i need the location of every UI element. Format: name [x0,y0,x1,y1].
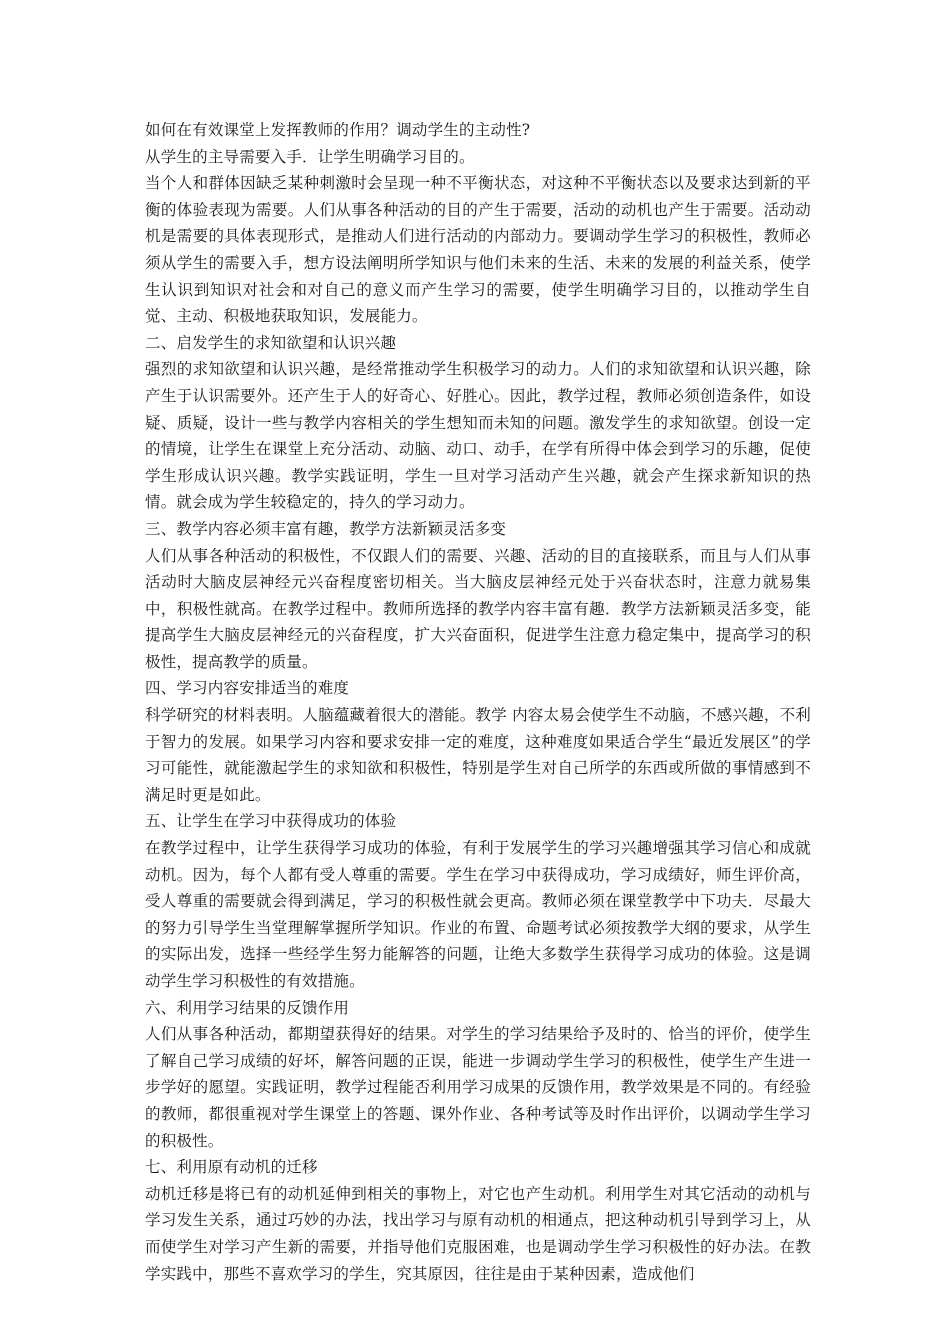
section-heading-4: 四、学习内容安排适当的难度 [145,679,350,698]
section-body-7: 动机迁移是将已有的动机延伸到相关的事物上，对它也产生动机。利用学生对其它活动的动机与学习发生关系，通过巧妙的办法，找出学习与原有动机的相通点，把这种动机引导到学习上，从而使学生对学习产生新的需要，并指导他们克服困难，也是调动学生学习积极性的好办法。在教学实践中，那些不喜欢学习的学生，究其原因，往往是由于某种因素，造成他们 [145,1184,811,1283]
document-title: 如何在有效课堂上发挥教师的作用？调动学生的主动性? [145,121,531,139]
section-body-6: 人们从事各种活动，都期望获得好的结果。对学生的学习结果给予及时的、恰当的评价，使学生了解自己学习成绩的好坏，解答问题的正误，能进一步调动学生学习的积极性，使学生产生进一步学好的愿望。实践证明，教学过程能否利用学习成果的反馈作用，教学效果是不同的。有经验的教师，都很重视对学生课堂上的答题、课外作业、各种考试等及时作出评价，以调动学生学习的积极性。 [145,1025,811,1150]
section-body-5: 在教学过程中，让学生获得学习成功的体验，有利于发展学生的学习兴趣增强其学习信心和成就动机。因为，每个人都有受人尊重的需要。学生在学习中获得成功，学习成绩好，师生评价高，受人尊重的需要就会得到满足，学习的积极性就会更高。教师必须在课堂教学中下功夫．尽最大的努力引导学生当堂理解掌握所学知识。作业的布置、命题考试必须按教学大纲的要求，从学生的实际出发，选择一些经学生努力能解答的问题，让绝大多数学生获得学习成功的体验。这是调动学生学习积极性的有效措施。 [145,839,811,990]
section-heading-7: 七、利用原有动机的迁移 [145,1158,318,1177]
section-heading-5: 五、让学生在学习中获得成功的体验 [145,812,397,831]
section-heading-2: 二、启发学生的求知欲望和认识兴趣 [145,333,397,352]
section-body-4: 科学研究的材料表明。人脑蕴藏着很大的潜能。教学 内容太易会使学生不动脑，不感兴趣，不利于智力的发展。如果学习内容和要求安排一定的难度，这种难度如果适合学生“最近发展区”的学习可能性，就能激起学生的求知欲和积极性，特别是学生对自己所学的东西或所做的事情感到不满足时更是如此。 [145,706,811,804]
intro-paragraph: 当个人和群体因缺乏某种刺激时会呈现一种不平衡状态，对这种不平衡状态以及要求达到新的平衡的体验表现为需要。人们从事各种活动的目的产生于需要，活动的动机也产生于需要。活动动机是需要的具体表现形式，是推动人们进行活动的内部动力。要调动学生学习的积极性，教师必须从学生的需要入手，想方设法阐明所学知识与他们未来的生活、未来的发展的利益关系，使学生认识到知识对社会和对自己的意义而产生学习的需要，使学生明确学习目的，以推动学生自觉、主动、积极地获取知识，发展能力。 [145,174,811,326]
document-subtitle: 从学生的主导需要入手．让学生明确学习目的。 [145,147,475,166]
section-heading-3: 三、教学内容必须丰富有趣，教学方法新颖灵活多变 [145,519,507,538]
section-heading-6: 六、利用学习结果的反馈作用 [145,998,350,1017]
section-body-3: 人们从事各种活动的积极性，不仅跟人们的需要、兴趣、活动的目的直接联系，而且与人们从事活动时大脑皮层神经元兴奋程度密切相关。当大脑皮层神经元处于兴奋状态时，注意力就易集中，积极性就高。在教学过程中。教师所选择的教学内容丰富有趣．教学方法新颖灵活多变，能提高学生大脑皮层神经元的兴奋程度，扩大兴奋面积，促进学生注意力稳定集中，提高学习的积极性，提高教学的质量。 [145,546,811,671]
document-page [145,117,811,1287]
section-body-2: 强烈的求知欲望和认识兴趣，是经常推动学生积极学习的动力。人们的求知欲望和认识兴趣，除产生于认识需要外。还产生于人的好奇心、好胜心。因此，教学过程，教师必须创造条件，如设疑、质疑，设计一些与教学内容相关的学生想知而未知的问题。激发学生的求知欲望。创设一定的情境，让学生在课堂上充分活动、动脑、动口、动手，在学有所得中体会到学习的乐趣，促使学生形成认识兴趣。教学实践证明，学生一旦对学习活动产生兴趣，就会产生探求新知识的热情。就会成为学生较稳定的，持久的学习动力。 [145,360,811,512]
